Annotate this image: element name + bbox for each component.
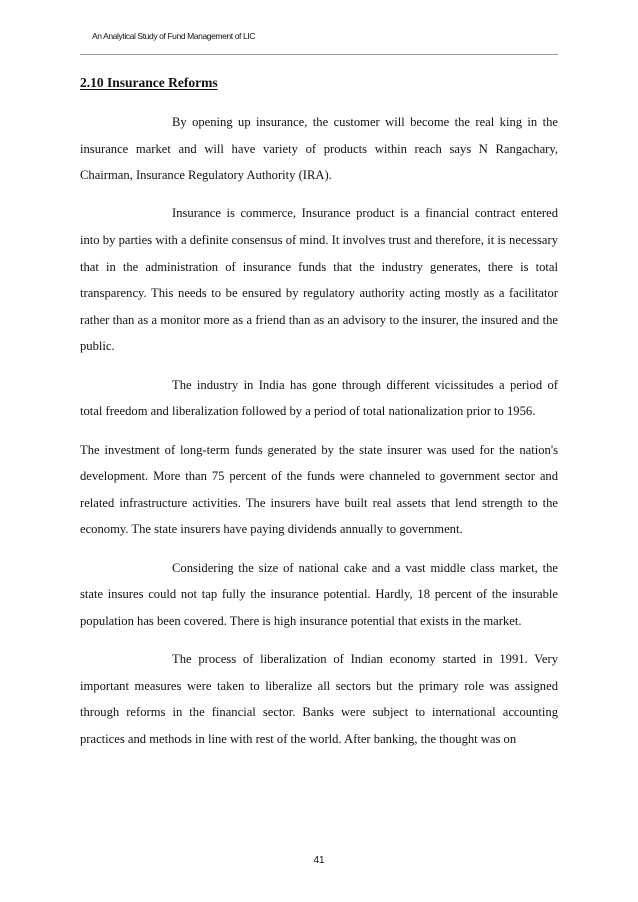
- paragraph: By opening up insurance, the customer will become the real king in the insurance market and will have variety of products within reach says N Rangachary, Chairman, Insurance Regulatory Authority (IRA).: [80, 115, 558, 183]
- running-header: An Analytical Study of Fund Management of LIC: [92, 31, 255, 41]
- section-heading: 2.10 Insurance Reforms: [80, 75, 218, 90]
- paragraph: Insurance is commerce, Insurance product is a financial contract entered into by parties with a definite consensus of mind. It involves trust and therefore, it is necessary that in the administration of insurance funds that the industry generates, there is total transparency. This needs to be ensured by regulatory authority acting mostly as a facilitator rather than as a monitor more as a friend than as an advisory to the insurer, the insured and the public.: [80, 206, 558, 354]
- paragraph: The investment of long-term funds generated by the state insurer was used for the nation's development. More than 75 percent of the funds were channeled to government sector and related infrastructure activities. The insurers have built real assets that lend strength to the economy. The state insurers have paying dividends annually to government.: [80, 442, 558, 537]
- paragraph: The process of liberalization of Indian economy started in 1991. Very important measures were taken to liberalize all sectors but the primary role was assigned through reforms in the financial sector. Banks were subject to international accounting practices and methods in line with rest of the world. After banking, the thought was on: [80, 652, 558, 746]
- body-text: [80, 109, 558, 764]
- paragraph: The industry in India has gone through different vicissitudes a period of total freedom and liberalization followed by a period of total nationalization prior to 1956.: [80, 377, 558, 419]
- header-divider: [80, 54, 558, 55]
- page-number: 41: [313, 855, 325, 866]
- paragraph: Considering the size of national cake and a vast middle class market, the state insures could not tap fully the insurance potential. Hardly, 18 percent of the insurable population has been covered. There is high insurance potential that exists in the market.: [80, 560, 558, 628]
